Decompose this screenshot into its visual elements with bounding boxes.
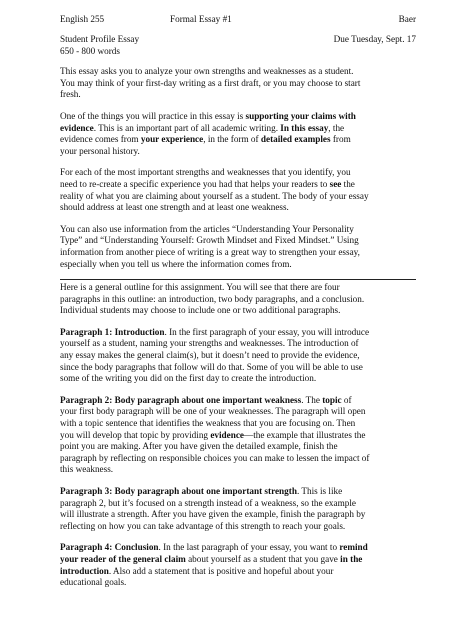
text: . This is an important part of all academic writing. <box>93 122 281 133</box>
p4-line <box>60 542 416 554</box>
paragraph-4-instructions <box>60 542 416 588</box>
p4-line <box>60 566 416 578</box>
p1-line: some of the writing you did on the first day to create the introduction. <box>60 373 317 384</box>
practice-line: your personal history. <box>60 145 140 156</box>
p2-line: with a topic sentence that identifies the weakness that you are focusing on. Then <box>60 418 356 429</box>
text: . In the first paragraph of your essay, you will introduce <box>164 326 370 337</box>
strengths-paragraph <box>60 167 416 213</box>
p4-heading: Paragraph 4: Conclusion <box>60 542 159 553</box>
intro-line: You may think of your first-day writing as a first draft, or you may choose to start <box>60 77 361 88</box>
p1-line: any essay makes the general claim(s), but it doesn’t need to provide the evidence, <box>60 350 360 361</box>
assignment-title: Formal Essay #1 <box>170 14 232 24</box>
p3-line <box>60 486 416 498</box>
p2-line: this weakness. <box>60 464 114 475</box>
essay-info-row <box>60 34 416 46</box>
practice-line <box>60 123 416 135</box>
due-date: Due Tuesday, Sept. 17 <box>333 34 416 44</box>
text: , the <box>328 122 345 133</box>
p3-line: will illustrate a strength. After you have given the example, finish the paragraph by <box>60 509 366 520</box>
articles-line: Type” and “Understanding Yourself: Growth Mindset and Fixed Mindset.” Using <box>60 235 359 246</box>
text: . Also add a statement that is positive and hopeful about your <box>108 565 334 576</box>
text: One of the things you will practice in this essay is <box>60 110 246 121</box>
bold-text: supporting your claims with <box>245 110 356 121</box>
articles-line: information from another piece of writing is a great way to strengthen your essay, <box>60 246 360 257</box>
paragraph-3-instructions <box>60 486 416 532</box>
document-page <box>60 14 416 589</box>
course-name: English 255 <box>60 14 105 24</box>
bold-text: in the <box>340 553 363 564</box>
strengths-line: should address at least one strength and at least one weakness. <box>60 202 289 213</box>
practice-paragraph <box>60 111 416 157</box>
strengths-line: reality of what you are claiming about yourself as a student. The body of your essay <box>60 190 369 201</box>
outline-line: Here is a general outline for this assignment. You will see that there are four <box>60 282 340 293</box>
bold-text: evidence <box>60 122 94 133</box>
outline-section <box>60 279 416 317</box>
p1-line: since the body paragraphs that follow will do that. Some of you will be able to use <box>60 361 363 372</box>
practice-line <box>60 111 416 123</box>
p2-line: paragraph by reflecting on responsible choices you can make to lessen the impact of <box>60 452 370 463</box>
text: , in the form of <box>203 134 261 145</box>
strengths-line: For each of the most important strengths and weaknesses that you identify, you <box>60 167 351 178</box>
intro-line: This essay asks you to analyze your own strengths and weaknesses as a student. <box>60 66 354 77</box>
intro-paragraph <box>60 66 416 101</box>
articles-paragraph <box>60 224 416 270</box>
text: you will develop that topic by providing <box>60 429 211 440</box>
text: from <box>330 134 351 145</box>
p3-line: reflecting on how you can take advantage of this strength to reach your goals. <box>60 520 346 531</box>
bold-text: remind <box>339 542 368 553</box>
text: about yourself as a student that you gave <box>185 553 341 564</box>
word-length: 650 - 800 words <box>60 45 120 56</box>
text: evidence comes from <box>60 134 141 145</box>
p4-line: educational goals. <box>60 577 127 588</box>
bold-text: see <box>329 178 342 189</box>
articles-line: especially when you tell us where the information comes from. <box>60 258 292 269</box>
strengths-line <box>60 179 416 191</box>
practice-line <box>60 134 416 146</box>
text: of <box>341 394 352 405</box>
p3-line: paragraph 2, but it’s focused on a strength instead of a weakness, so the example <box>60 497 356 508</box>
p1-heading: Paragraph 1: Introduction <box>60 326 165 337</box>
outline-line: paragraphs in this outline: an introduction, two body paragraphs, and a conclusion. <box>60 293 365 304</box>
p3-heading: Paragraph 3: Body paragraph about one important strength <box>60 486 297 496</box>
p4-line <box>60 554 416 566</box>
instructor-name: Baer <box>398 14 416 24</box>
bold-text: topic <box>322 394 342 405</box>
intro-line: fresh. <box>60 89 81 100</box>
bold-text: your experience <box>140 134 204 145</box>
p2-line: point you are making. After you have given the detailed example, finish the <box>60 441 338 452</box>
bold-text: your reader of the general claim <box>60 553 186 564</box>
paragraph-1-instructions <box>60 327 416 385</box>
articles-line: You can also use information from the articles “Understanding Your Personality <box>60 223 354 234</box>
p2-line <box>60 395 416 407</box>
text: the <box>341 178 355 189</box>
p1-line <box>60 327 416 339</box>
bold-text: In this essay <box>280 122 329 133</box>
bold-text: detailed examples <box>260 134 331 145</box>
p2-line: your first body paragraph will be one of your weaknesses. The paragraph will open <box>60 406 366 417</box>
text: need to re-create a specific experience you had that helps your readers to <box>60 178 330 189</box>
paragraph-2-instructions <box>60 395 416 476</box>
bold-text: introduction <box>60 565 109 576</box>
text: . This is like <box>296 486 343 496</box>
essay-type: Student Profile Essay <box>60 34 140 44</box>
text: . The <box>301 394 323 405</box>
text: . In the last paragraph of your essay, you want to <box>158 542 340 553</box>
p1-line: yourself as a student, naming your strengths and weaknesses. The introduction of <box>60 338 359 349</box>
p2-heading: Paragraph 2: Body paragraph about one important weakness <box>60 394 302 405</box>
p2-line <box>60 430 416 442</box>
document-header <box>60 14 416 26</box>
outline-line: Individual students may choose to include one or two additional paragraphs. <box>60 305 341 316</box>
text: —the example that illustrates the <box>244 429 366 440</box>
bold-text: evidence <box>210 429 244 440</box>
